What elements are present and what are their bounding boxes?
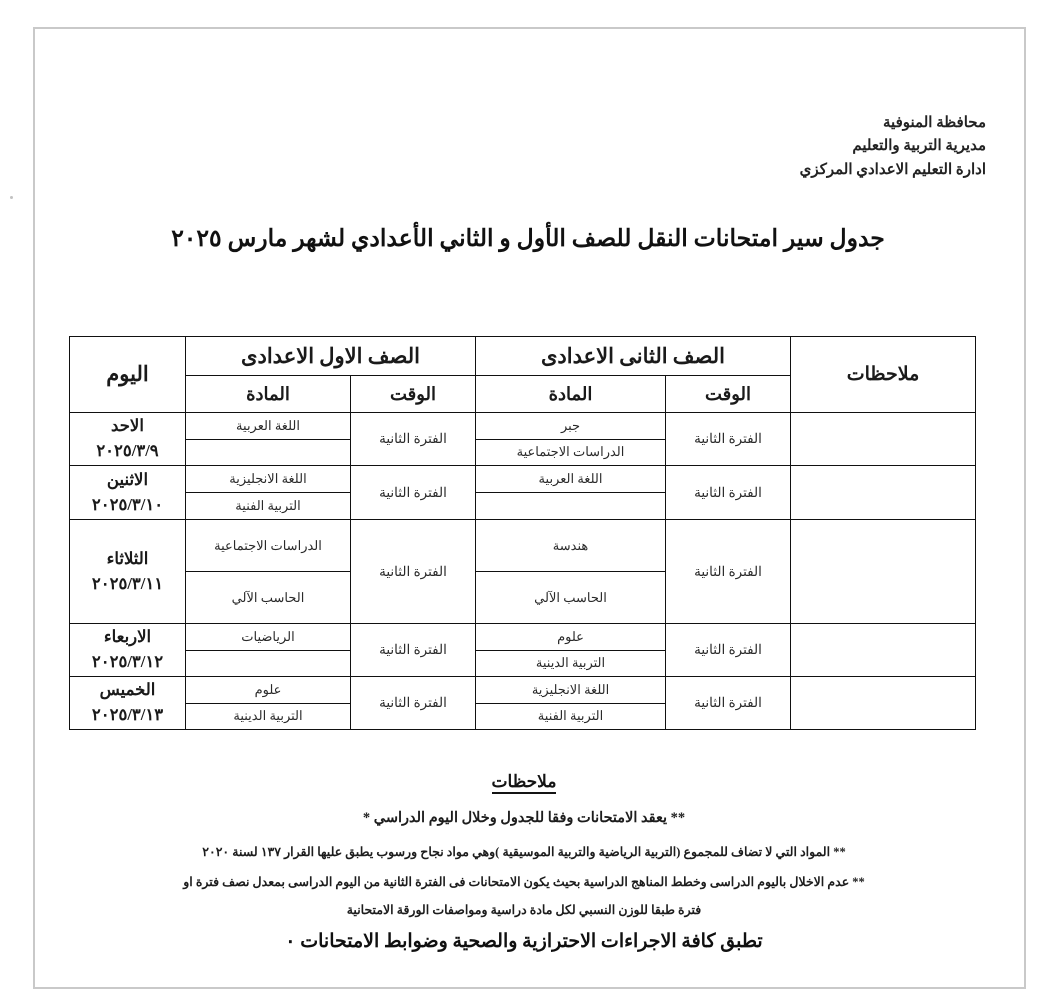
cell-day (69, 520, 185, 624)
cell-grade-two-time: الفترة الثانية (666, 520, 791, 624)
subject-entry: هندسة (552, 537, 589, 553)
day-date: ٢٠٢٥/٣/١٣ (91, 705, 164, 724)
note-item: ** المواد التي لا تضاف للمجموع (التربية الرياضية والتربية الموسيقية )وهي مواد نجاح ورسوب يطبق عليها القرار ١٣٧ لسنة ٢٠٢٠ (202, 845, 846, 859)
day-name: الثلاثاء (106, 548, 149, 568)
subject-entry: جبر (560, 417, 581, 433)
cell-grade-two-time: الفترة الثانية (666, 677, 791, 730)
header-grade-two-subject: المادة (476, 376, 666, 413)
note-item-emphasis: تطبق كافة الاجراءات الاحترازية والصحية وضوابط الامتحانات ٠ (285, 931, 763, 952)
subject-entry-empty (186, 650, 350, 677)
cell-grade-two-subject (476, 466, 666, 520)
header-notes: ملاحظات (791, 337, 976, 413)
day-date: ٢٠٢٥/٣/١٠ (91, 494, 164, 514)
letterhead-directorate: مديرية التربية والتعليم (852, 138, 986, 155)
cell-notes (791, 624, 976, 677)
subject-entry: التربية الدينية (186, 703, 350, 730)
cell-grade-one-time: الفترة الثانية (351, 677, 476, 730)
cell-grade-two-subject (476, 520, 666, 624)
letterhead-governorate: محافظة المنوفية (883, 115, 986, 131)
day-date: ٢٠٢٥/٣/١٢ (91, 652, 164, 671)
table-row (69, 520, 975, 624)
exam-schedule-container (70, 336, 976, 730)
cell-grade-one-time: الفترة الثانية (351, 413, 476, 466)
cell-day (69, 677, 185, 730)
subject-entry-empty (186, 439, 350, 466)
cell-grade-two-subject (476, 413, 666, 466)
day-date: ٢٠٢٥/٣/٩ (96, 441, 159, 460)
table-header-row-groups (69, 337, 975, 376)
cell-notes (791, 413, 976, 466)
scan-artifact-speck (10, 196, 13, 199)
subject-entry: علوم (557, 628, 584, 644)
cell-grade-two-time: الفترة الثانية (666, 466, 791, 520)
cell-grade-one-time: الفترة الثانية (351, 466, 476, 520)
day-name: الاحد (111, 416, 144, 436)
subject-entry-empty (476, 492, 665, 519)
subject-entry: اللغة العربية (236, 417, 300, 433)
subject-entry: الدراسات الاجتماعية (214, 537, 322, 553)
cell-grade-two-time: الفترة الثانية (666, 624, 791, 677)
subject-entry: اللغة الانجليزية (229, 471, 307, 486)
table-row (69, 677, 975, 730)
table-row (69, 466, 975, 520)
header-grade-two-time: الوقت (666, 376, 791, 413)
cell-notes (791, 520, 976, 624)
day-name: الخميس (99, 680, 156, 700)
cell-grade-two-subject (476, 624, 666, 677)
note-item: فترة طبقا للوزن النسبي لكل مادة دراسية ومواصفات الورقة الامتحانية (346, 903, 702, 917)
subject-entry: اللغة العربية (538, 471, 603, 486)
subject-entry: التربية الفنية (186, 492, 350, 519)
letterhead (800, 112, 986, 182)
subject-entry: التربية الفنية (476, 703, 665, 730)
subject-entry: الحاسب الآلي (186, 571, 350, 623)
note-item: ** يعقد الامتحانات وفقا للجدول وخلال اليوم الدراسي * (362, 810, 686, 826)
subject-entry: الرياضيات (241, 628, 295, 644)
subject-entry: اللغة الانجليزية (531, 681, 610, 697)
day-name: الاربعاء (103, 627, 152, 647)
letterhead-administration: ادارة التعليم الاعدادي المركزي (799, 161, 986, 178)
exam-schedule-table (69, 336, 976, 730)
notes-section-title-text: ملاحظات (492, 772, 557, 794)
cell-day (69, 624, 185, 677)
table-body (69, 413, 975, 730)
table-row (69, 413, 975, 466)
header-grade-two: الصف الثانى الاعدادى (476, 337, 791, 376)
cell-grade-one-subject (185, 413, 350, 466)
day-date: ٢٠٢٥/٣/١١ (91, 573, 164, 593)
cell-day (69, 413, 185, 466)
cell-grade-one-subject (185, 520, 350, 624)
cell-grade-two-subject (476, 677, 666, 730)
cell-day (69, 466, 185, 520)
notes-section-title (0, 772, 1048, 792)
cell-grade-one-subject (185, 677, 350, 730)
cell-grade-one-subject (185, 466, 350, 520)
table-row (69, 624, 975, 677)
table-head (69, 337, 975, 413)
cell-notes (791, 466, 976, 520)
note-item: ** عدم الاخلال باليوم الدراسى وخطط المناهج الدراسية بحيث يكون الامتحانات فى الفترة الثانية من اليوم الدراسى بمعدل نصف فترة او (183, 875, 865, 889)
subject-entry: علوم (254, 681, 282, 697)
header-grade-one-time: الوقت (351, 376, 476, 413)
cell-grade-one-subject (185, 624, 350, 677)
cell-grade-one-time: الفترة الثانية (351, 624, 476, 677)
subject-entry: التربية الدينية (476, 650, 665, 677)
header-grade-one-subject: المادة (185, 376, 350, 413)
cell-grade-two-time: الفترة الثانية (666, 413, 791, 466)
subject-entry: الدراسات الاجتماعية (476, 439, 665, 466)
header-grade-one: الصف الاول الاعدادى (185, 337, 475, 376)
page-title: جدول سير امتحانات النقل للصف الأول و الثاني الأعدادي لشهر مارس ٢٠٢٥ (171, 226, 885, 252)
cell-notes (791, 677, 976, 730)
cell-grade-one-time: الفترة الثانية (351, 520, 476, 624)
header-day: اليوم (69, 337, 185, 413)
subject-entry: الحاسب الآلي (476, 571, 665, 623)
day-name: الاثنين (106, 469, 149, 489)
